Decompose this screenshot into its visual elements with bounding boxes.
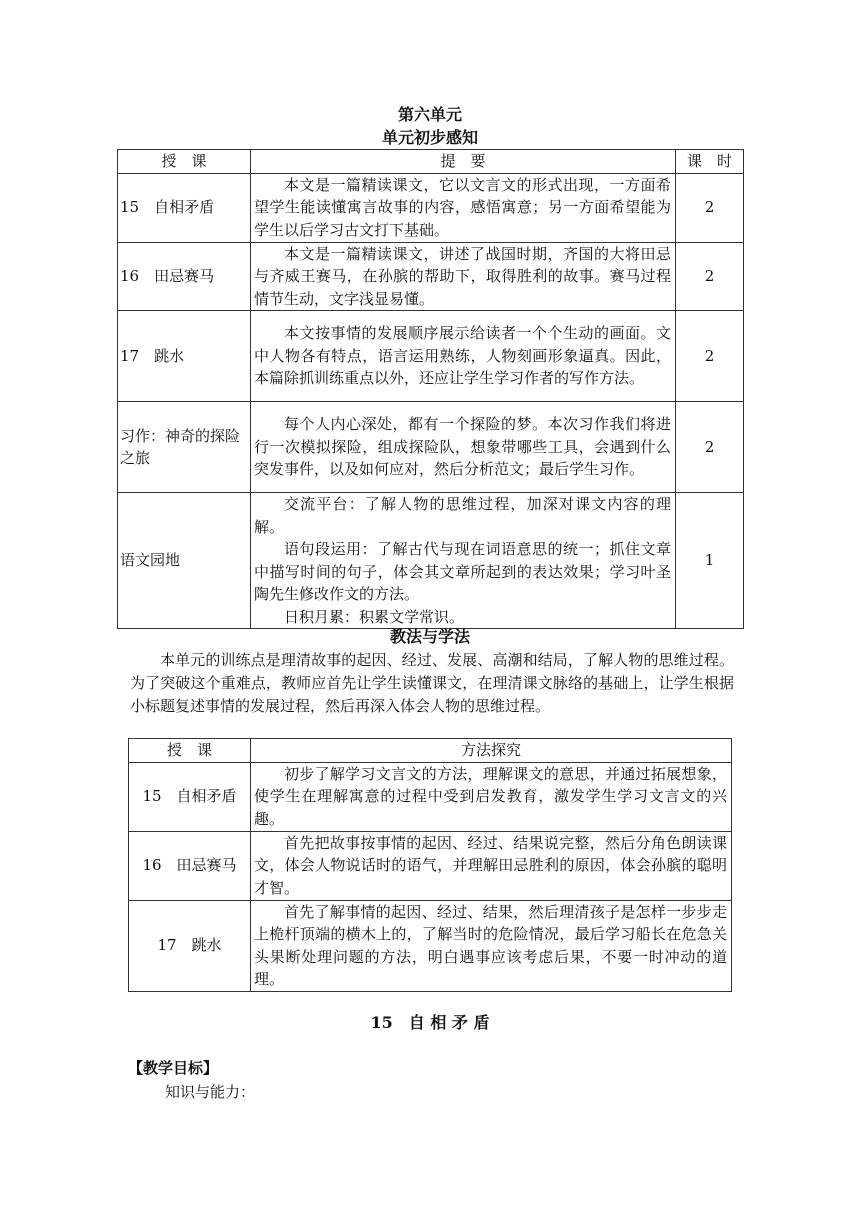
table-header-row xyxy=(129,739,732,763)
header-hours: 课 时 xyxy=(676,150,744,174)
table-row xyxy=(118,402,744,493)
lesson-cell: 语文园地 xyxy=(118,493,251,629)
summary-cell: 本文按事情的发展顺序展示给读者一个个生动的画面。文中人物各有特点，语言运用熟练，人物刻画形象逼真。因此，本篇除抓训练重点以外，还应让学生学习作者的写作方法。 xyxy=(254,324,671,388)
objectives-subheading: 知识与能力： xyxy=(165,1083,256,1101)
hours-cell: 1 xyxy=(676,493,744,629)
summary-cell: 每个人内心深处，都有一个探险的梦。本次习作我们将进行一次模拟探险，组成探险队，想象带哪些工具，会遇到什么突发事件，以及如何应对，然后分析范文；最后学生习作。 xyxy=(254,415,671,479)
section-title-overview: 单元初步感知 xyxy=(381,128,478,147)
method-cell: 首先了解事情的起因、经过、结果，然后理清孩子是怎样一步步走上桅杆顶端的横木上的，了解当时的危险情况，最后学习船长在危急关头果断处理问题的方法，明白遇事应该考虑后果，不要一时冲动的道理。 xyxy=(254,902,727,988)
hours-cell: 2 xyxy=(676,402,744,493)
table-row xyxy=(118,493,744,629)
lesson-cell: 习作：神奇的探险之旅 xyxy=(118,402,251,493)
hours-cell: 2 xyxy=(676,311,744,402)
lesson-cell: 16 田忌赛马 xyxy=(129,831,251,900)
hours-cell: 2 xyxy=(676,173,744,242)
summary-cell: 本文是一篇精读课文，讲述了战国时期，齐国的大将田忌与齐威王赛马，在孙膑的帮助下，取得胜利的故事。赛马过程情节生动，文字浅显易懂。 xyxy=(254,244,671,308)
header-lesson: 授 课 xyxy=(118,150,251,174)
table-row xyxy=(129,831,732,900)
header-method: 方法探究 xyxy=(251,739,732,763)
lesson-cell: 17 跳水 xyxy=(118,311,251,402)
lesson-cell: 15 自相矛盾 xyxy=(118,173,251,242)
methods-paragraph: 本单元的训练点是理清故事的起因、经过、发展、高潮和结局，了解人物的思维过程。为了突破这个重难点，教师应首先让学生读懂课文，在理清课文脉络的基础上，让学生根据小标题复述事情的发展过程，然后再深入体会人物的思维过程。 xyxy=(130,651,734,715)
summary-line: 语句段运用：了解古代与现在词语意思的统一；抓住文章中描写时间的句子，体会其文章所起到的表达效果；学习叶圣陶先生修改作文的方法。 xyxy=(254,540,671,603)
table-row xyxy=(129,762,732,831)
lesson-cell: 17 跳水 xyxy=(129,900,251,991)
table-row xyxy=(118,242,744,311)
method-cell: 初步了解学习文言文的方法，理解课文的意思，并通过拓展想象，使学生在理解寓意的过程中受到启发教育，激发学生学习文言文的兴趣。 xyxy=(254,764,727,828)
method-cell: 首先把故事按事情的起因、经过、结果说完整，然后分角色朗读课文，体会人物说话时的语气，并理解田忌胜利的原因，体会孙膑的聪明才智。 xyxy=(254,833,727,897)
unit-title: 第六单元 xyxy=(397,105,462,124)
hours-cell: 2 xyxy=(676,242,744,311)
section-title-methods: 教法与学法 xyxy=(389,627,470,646)
objectives-heading: 【教学目标】 xyxy=(128,1059,219,1077)
table-header-row xyxy=(118,150,744,174)
table-row xyxy=(118,173,744,242)
table-row xyxy=(118,311,744,402)
header-summary: 提 要 xyxy=(251,150,676,174)
lesson-cell: 16 田忌赛马 xyxy=(118,242,251,311)
methods-table xyxy=(128,738,732,992)
overview-table xyxy=(117,149,744,629)
header-lesson: 授 课 xyxy=(129,739,251,763)
summary-line: 交流平台：了解人物的思维过程，加深对课文内容的理解。 xyxy=(254,495,671,536)
table-row xyxy=(129,900,732,991)
lesson-title: 15 自 相 矛 盾 xyxy=(370,1013,490,1032)
lesson-cell: 15 自相矛盾 xyxy=(129,762,251,831)
summary-line: 日积月累：积累文学常识。 xyxy=(284,607,465,626)
summary-cell: 本文是一篇精读课文，它以文言文的形式出现，一方面希望学生能读懂寓言故事的内容，感悟寓意；另一方面希望能为学生以后学习古文打下基础。 xyxy=(254,175,671,239)
